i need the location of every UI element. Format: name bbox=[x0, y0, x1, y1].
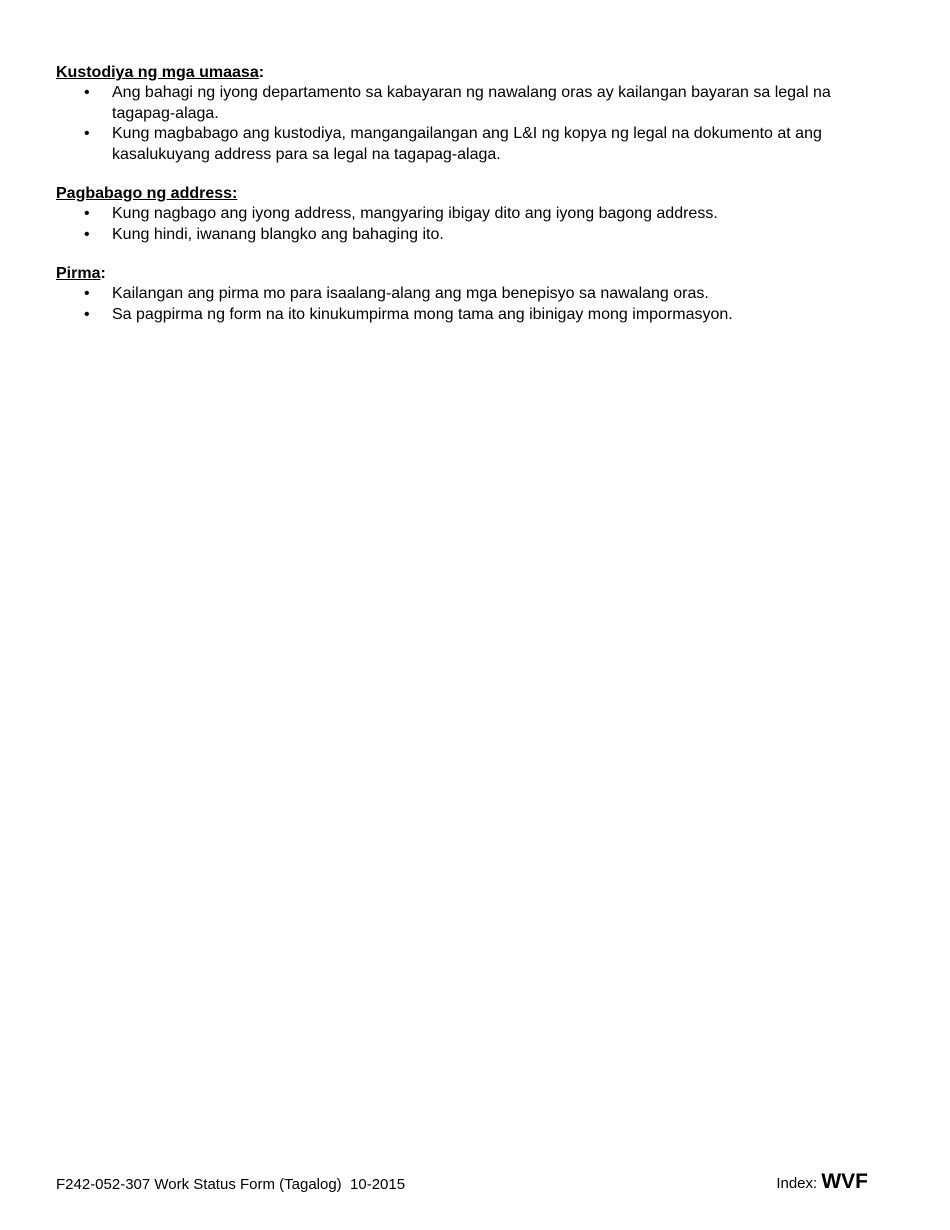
index-code: WVF bbox=[821, 1170, 868, 1193]
bullet-icon: • bbox=[84, 225, 90, 243]
bullet-icon: • bbox=[84, 84, 90, 101]
bullet-icon: • bbox=[84, 205, 90, 222]
index-footer bbox=[776, 1171, 868, 1195]
section-heading bbox=[56, 264, 896, 284]
list-item bbox=[56, 204, 896, 225]
list-item-text: Kailangan ang pirma mo para isaalang-alang ang mga benepisyo sa nawalang oras. bbox=[112, 285, 709, 302]
list-item bbox=[56, 225, 896, 246]
section-address-change bbox=[56, 184, 896, 245]
bullet-list bbox=[56, 284, 896, 325]
bullet-list bbox=[56, 204, 896, 245]
section-heading-text: Pirma bbox=[56, 265, 101, 282]
section-custody bbox=[56, 63, 896, 165]
bullet-icon: • bbox=[84, 125, 90, 142]
list-item-text: Kung nagbago ang iyong address, mangyaring ibigay dito ang iyong bagong address. bbox=[112, 205, 718, 222]
bullet-list bbox=[56, 83, 896, 165]
list-item-text: Ang bahagi ng iyong departamento sa kabayaran ng nawalang oras ay kailangan bayaran sa legal na tagapag-alaga. bbox=[112, 84, 831, 122]
list-item bbox=[56, 305, 896, 326]
list-item-text: Kung magbabago ang kustodiya, mangangailangan ang L&I ng kopya ng legal na dokumento at ang kasalukuyang address para sa legal na tagapag-alaga. bbox=[112, 125, 822, 163]
list-item bbox=[56, 124, 896, 165]
section-heading-text: Pagbabago ng address bbox=[56, 185, 233, 202]
section-heading-colon: : bbox=[100, 265, 106, 282]
section-heading-colon: : bbox=[232, 185, 238, 202]
list-item bbox=[56, 83, 896, 124]
section-heading-colon: : bbox=[258, 64, 265, 81]
section-heading-text: Kustodiya ng mga umaasa bbox=[56, 64, 259, 81]
section-heading bbox=[56, 63, 896, 83]
bullet-icon: • bbox=[84, 285, 90, 302]
section-signature bbox=[56, 264, 896, 325]
index-label: Index: bbox=[776, 1175, 822, 1192]
list-item-text: Sa pagpirma ng form na ito kinukumpirma mong tama ang ibinigay mong impormasyon. bbox=[112, 305, 733, 323]
list-item-text: Kung hindi, iwanang blangko ang bahaging ito. bbox=[112, 225, 444, 243]
document-body bbox=[56, 63, 896, 344]
section-heading bbox=[56, 184, 896, 204]
form-id-footer: F242-052-307 Work Status Form (Tagalog) 10-2015 bbox=[56, 1176, 406, 1193]
list-item bbox=[56, 284, 896, 305]
bullet-icon: • bbox=[84, 305, 90, 323]
